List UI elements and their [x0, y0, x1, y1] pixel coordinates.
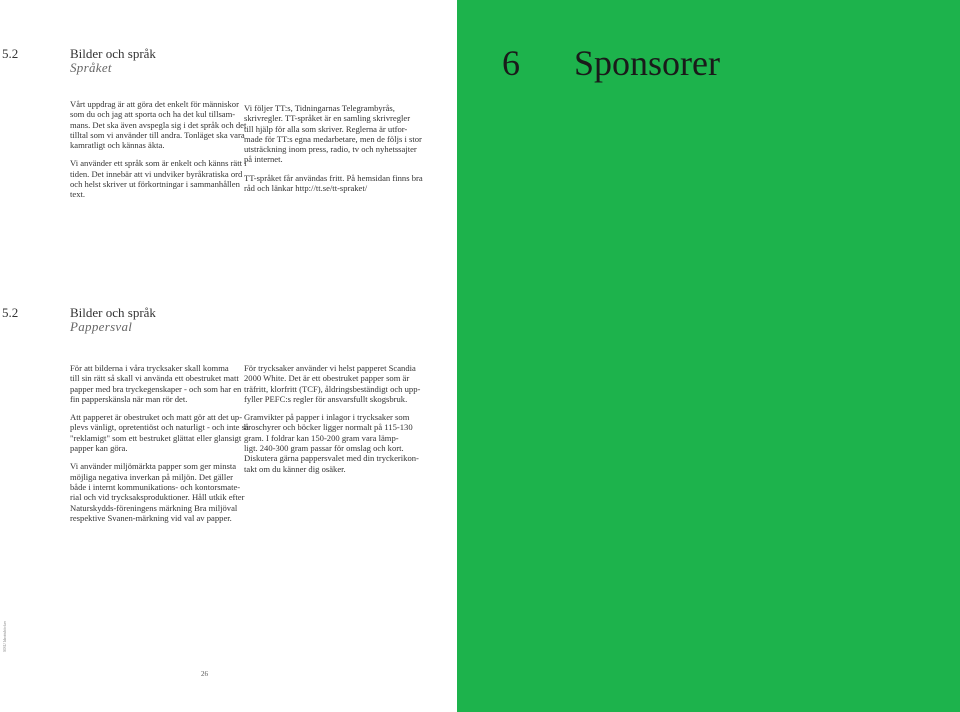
paragraph: Vi använder miljömärkta papper som ger minsta möjliga negativa inverkan på miljön. Det gäller både i internt kommunikations- och kontorsmate- rial och vid trycksaksproduktioner. Håll utkik efter Naturskydds-föreningens märkning Bra miljöval respektive Svanen-märkning vid val av papper.: [70, 461, 245, 523]
paragraph: TT-språket får användas fritt. På hemsidan finns bra råd och länkar http://tt.se/tt-spraket/: [244, 172, 423, 194]
section-subtitle: Pappersval: [70, 319, 133, 334]
paragraph: Gramvikter på papper i inlagor i trycksaker som broschyrer och böcker ligger normalt på 115-130 gram. I foldrar kan 150-200 gram vara lämp- ligt. 240-300 gram passar för omslag och kort. Diskutera gärna pappersvalet med din tryckerikon- takt om du känner dig osäker.: [244, 412, 419, 474]
side-note: SISU Idrottsböcker: [2, 621, 7, 652]
section-b-column-2: [244, 363, 429, 482]
paragraph: Att papperet är obestruket och matt gör att det up- plevs vänligt, opretentiöst och naturligt - och inte så "reklamigt" som ett bestruket glättat eller glansigt papper kan göra.: [70, 412, 249, 454]
section-title: Bilder och språk: [70, 46, 156, 61]
paragraph: Vi följer TT:s, Tidningarnas Telegrambyrås, skrivregler. TT-språket är en samling skrivregler till hjälp för alla som skriver. Reglerna är utfor- made för TT:s egna medarbetare, men de följs i stor utsträckning inom press, radio, tv och nyhetssajter på internet.: [244, 103, 422, 165]
chapter-title: Sponsorer: [574, 43, 720, 83]
section-b-column-1: [70, 363, 250, 531]
chapter-panel: [457, 0, 960, 712]
section-a-column-2: [244, 103, 429, 201]
section-subtitle: Språket: [70, 60, 112, 75]
paragraph: För att bilderna i våra trycksaker skall komma till sin rätt så skall vi använda ett obestruket matt papper med bra tryckegenskaper - och som har en fin papperskänsla när man rör det.: [70, 363, 242, 404]
page-number: 26: [201, 670, 208, 678]
section-number: 5.2: [2, 46, 19, 61]
paragraph: Vi använder ett språk som är enkelt och känns rätt i tiden. Det innebär att vi undviker byråkratiska ord och helst skriver ut förkortningar i sammanhållen text.: [70, 158, 247, 200]
paragraph: För trycksaker använder vi helst papperet Scandia 2000 White. Det är ett obestruket papper som är träfritt, klorfritt (TCF), åldringsbeständigt och upp- fyller PEFC:s regler för ansvarsfullt skogsbruk.: [244, 363, 421, 404]
section-a-column-1: [70, 99, 250, 208]
section-number: 5.2: [2, 305, 19, 320]
chapter-number: 6: [502, 43, 520, 83]
section-title: Bilder och språk: [70, 305, 156, 320]
paragraph: Vårt uppdrag är att göra det enkelt för människor som du och jag att sporta och ha det kul tillsam- mans. Det ska även avspegla sig i det språk och det tilltal som vi använder till andra. Tonläget ska vara kamratligt och kännas äkta.: [70, 99, 247, 151]
